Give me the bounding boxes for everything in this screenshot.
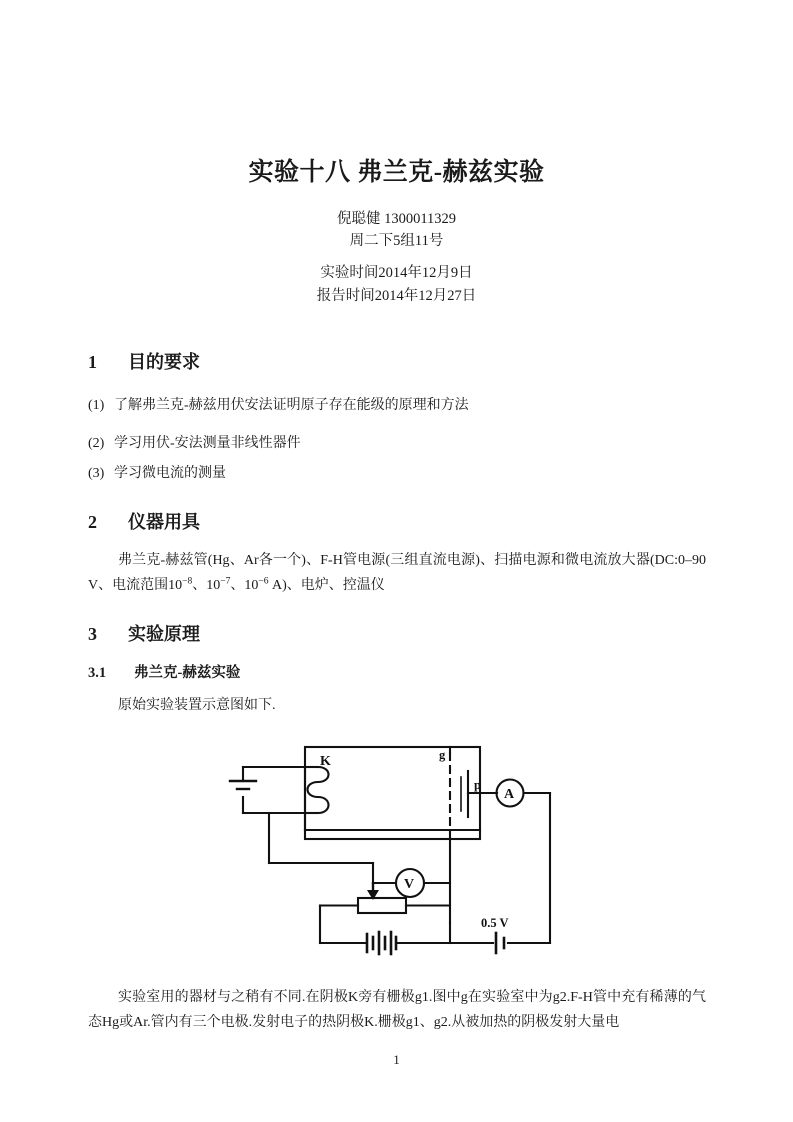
instruments-sep-2: 、10: [230, 578, 259, 593]
closing-paragraph: 实验室用的器材与之稍有不同.在阴极K旁有栅极g1.图中g在实验室中为g2.F-H管中充有稀薄的气态Hg或Ar.管内有三个电极.发射电子的热阴极K.栅极g1、g2.从被加热的阴极发射大量电: [88, 990, 706, 1030]
multicell-battery-symbol: [367, 932, 396, 954]
section-heading-2: [88, 508, 200, 534]
report-date: 报告时间2014年12月27日: [316, 288, 477, 304]
grid-label: g: [439, 748, 446, 762]
instruments-text-suffix: A)、电炉、控温仪: [268, 578, 385, 593]
current-exponent-2: −7: [220, 576, 231, 587]
tube-envelope: [305, 747, 480, 839]
section-title-2: 仪器用具: [128, 512, 200, 532]
plate-label: p: [474, 778, 481, 792]
group-line: 周二下5组11号: [349, 233, 444, 249]
bias-battery-symbol: [496, 933, 504, 953]
cathode-lead: [269, 813, 480, 883]
franck-hertz-circuit-figure: [225, 735, 570, 965]
subsection-heading-3-1: [88, 661, 240, 682]
heater-circuit: [243, 767, 305, 813]
byline: [0, 208, 793, 252]
potentiometer-body: [358, 898, 406, 913]
instruments-sep-1: 、10: [192, 578, 221, 593]
voltmeter-label: V: [404, 877, 415, 892]
instruments-text-prefix: 弗兰克-赫兹管(Hg、Ar各一个)、F-H管电源(三组直流电源)、扫描电源和微电流放大器(DC:0: [118, 553, 685, 568]
section-title-3: 实验原理: [128, 624, 200, 644]
list-item-label: (2): [88, 436, 105, 451]
section-number-3: 3: [88, 624, 97, 644]
cathode-filament-coil: [305, 767, 329, 813]
subsection-title-3-1: 弗兰克-赫兹实验: [134, 665, 241, 681]
current-exponent-1: −8: [182, 576, 193, 587]
instruments-paragraph: [88, 548, 706, 598]
bias-voltage-label: 0.5 V: [481, 916, 509, 930]
date-block: [0, 262, 793, 308]
experiment-date: 实验时间2014年12月9日: [320, 265, 473, 281]
section-title-1: 目的要求: [128, 352, 200, 372]
list-item: [88, 462, 226, 482]
figure-intro-paragraph: 原始实验装置示意图如下.: [118, 698, 276, 713]
section-number-1: 1: [88, 352, 97, 372]
heater-battery-symbol: [230, 781, 256, 797]
instruments-text-mid: 90 V、电流范围10: [88, 553, 706, 593]
list-item: [88, 432, 301, 452]
section-number-2: 2: [88, 512, 97, 532]
list-item-text: 了解弗兰克-赫兹用伏安法证明原子存在能级的原理和方法: [114, 398, 469, 413]
cathode-label: K: [320, 754, 331, 769]
range-dash: –: [685, 553, 692, 568]
ammeter-label: A: [504, 787, 515, 802]
list-item: [88, 394, 469, 414]
ammeter-lead: [524, 793, 551, 943]
list-item-text: 学习微电流的测量: [114, 466, 226, 481]
list-item-label: (3): [88, 466, 105, 481]
list-item-text: 学习用伏-安法测量非线性器件: [114, 436, 301, 451]
section-heading-3: [88, 620, 200, 646]
subsection-number-3-1: 3.1: [88, 665, 107, 681]
page-title: 实验十八 弗兰克-赫兹实验: [248, 159, 545, 186]
current-exponent-3: −6: [258, 576, 269, 587]
list-item-label: (1): [88, 398, 105, 413]
section-heading-1: [88, 348, 200, 374]
page-number: 1: [393, 1052, 400, 1067]
author-line: 倪聪健 1300011329: [336, 211, 457, 227]
